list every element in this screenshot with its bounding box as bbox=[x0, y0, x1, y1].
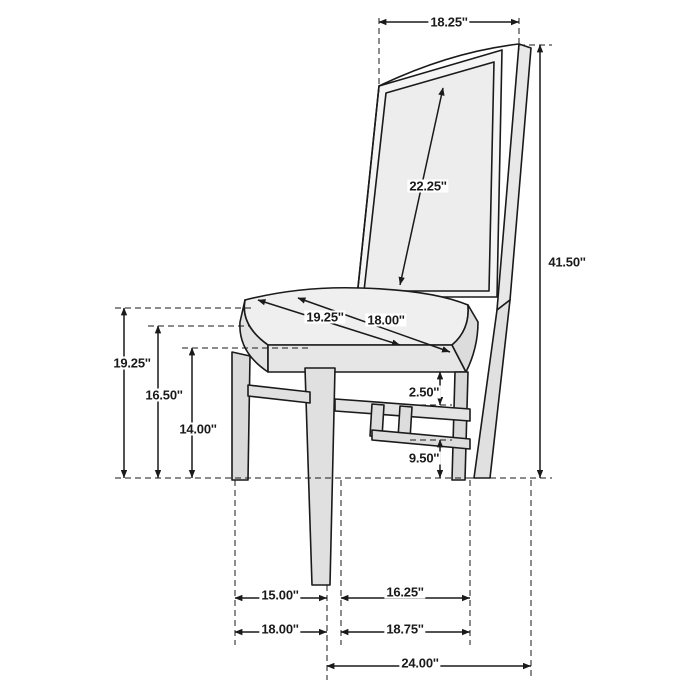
chair-rear-leg bbox=[474, 300, 510, 478]
chair-rear-left-leg bbox=[232, 352, 250, 480]
dimension-label-seat-width: 18.00'' bbox=[367, 312, 405, 328]
dimension-label-overall-height: 41.50'' bbox=[548, 254, 586, 270]
dimension-label-back-width: 18.25'' bbox=[430, 14, 468, 30]
dimension-label-front-leg-span: 15.00'' bbox=[261, 587, 299, 603]
dimension-label-overall-depth: 24.00'' bbox=[401, 655, 439, 671]
chair-seat-front-face bbox=[268, 345, 466, 372]
dimension-label-seat-height-back: 19.25'' bbox=[113, 355, 151, 371]
chair-front-right-leg bbox=[452, 372, 468, 480]
dimension-label-seat-thickness: 2.50'' bbox=[408, 384, 440, 400]
dimension-label-base-depth-rear: 18.75'' bbox=[386, 621, 424, 637]
chair-side-stretcher bbox=[248, 385, 310, 403]
dimension-label-back-height: 22.25'' bbox=[409, 178, 447, 194]
dimension-label-rear-leg-span: 16.25'' bbox=[386, 584, 424, 600]
chair-seat-top bbox=[244, 288, 468, 345]
dimension-label-stretcher-height: 9.50'' bbox=[408, 450, 440, 466]
dimension-label-seat-height-mid: 16.50'' bbox=[145, 387, 183, 403]
dimension-label-seat-height-front: 14.00'' bbox=[179, 421, 217, 437]
dimension-label-seat-depth-front: 19.25'' bbox=[306, 309, 344, 325]
dimension-label-base-depth-front: 18.00'' bbox=[261, 621, 299, 637]
